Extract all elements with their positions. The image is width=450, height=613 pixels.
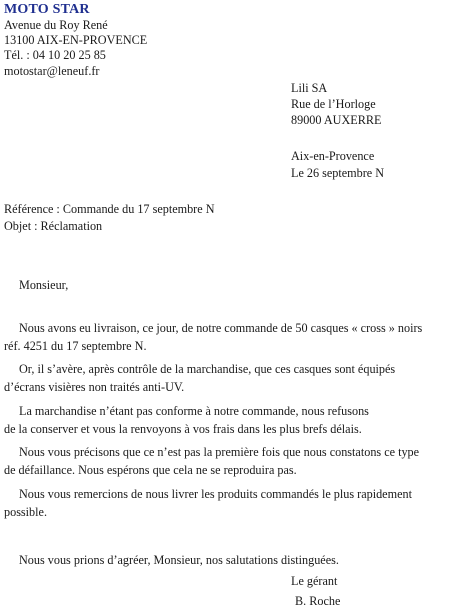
closing-formula: Nous vous prions d’agréer, Monsieur, nos salutations distinguées. xyxy=(19,553,339,567)
signature-name: B. Roche xyxy=(295,594,341,608)
sender-city: 13100 AIX-EN-PROVENCE xyxy=(4,33,148,47)
paragraph-line: de la conserver et vous la renvoyons à vos frais dans les plus brefs délais. xyxy=(4,421,362,436)
letter-place: Aix-en-Provence xyxy=(291,149,375,163)
sender-address: Avenue du Roy René xyxy=(4,18,108,32)
recipient-city: 89000 AUXERRE xyxy=(291,113,382,127)
paragraph-request xyxy=(4,486,444,521)
paragraph-delivery xyxy=(4,320,444,355)
paragraph-line: La marchandise n’étant pas conforme à notre commande, nous refusons xyxy=(19,404,369,418)
recipient-name: Lili SA xyxy=(291,81,328,95)
paragraph-defect xyxy=(4,361,444,396)
paragraph-line: possible. xyxy=(4,504,47,519)
letter-date: Le 26 septembre N xyxy=(291,166,385,180)
recipient-street: Rue de l’Horloge xyxy=(291,97,376,111)
paragraph-line: Nous vous précisons que ce n’est pas la première fois que nous constatons ce type xyxy=(19,445,420,459)
paragraph-recurrence xyxy=(4,444,444,479)
paragraph-line: Nous avons eu livraison, ce jour, de notre commande de 50 casques « cross » noirs xyxy=(19,321,423,335)
company-name: MOTO STAR xyxy=(4,2,90,17)
paragraph-line: d’écrans visières non traités anti-UV. xyxy=(4,379,185,394)
sender-phone: Tél. : 04 10 20 25 85 xyxy=(4,48,106,62)
salutation: Monsieur, xyxy=(19,278,69,292)
sender-email: motostar@leneuf.fr xyxy=(4,64,100,78)
reference-line: Référence : Commande du 17 septembre N xyxy=(4,202,215,216)
object-line: Objet : Réclamation xyxy=(4,219,103,233)
signature-title: Le gérant xyxy=(291,574,338,588)
paragraph-line: Or, il s’avère, après contrôle de la marchandise, que ces casques sont équipés xyxy=(19,362,396,376)
paragraph-line: réf. 4251 du 17 septembre N. xyxy=(4,338,147,353)
paragraph-refusal xyxy=(4,403,444,438)
paragraph-line: Nous vous remercions de nous livrer les produits commandés le plus rapidement xyxy=(19,487,412,501)
paragraph-line: de défaillance. Nous espérons que cela ne se reproduira pas. xyxy=(4,462,297,477)
